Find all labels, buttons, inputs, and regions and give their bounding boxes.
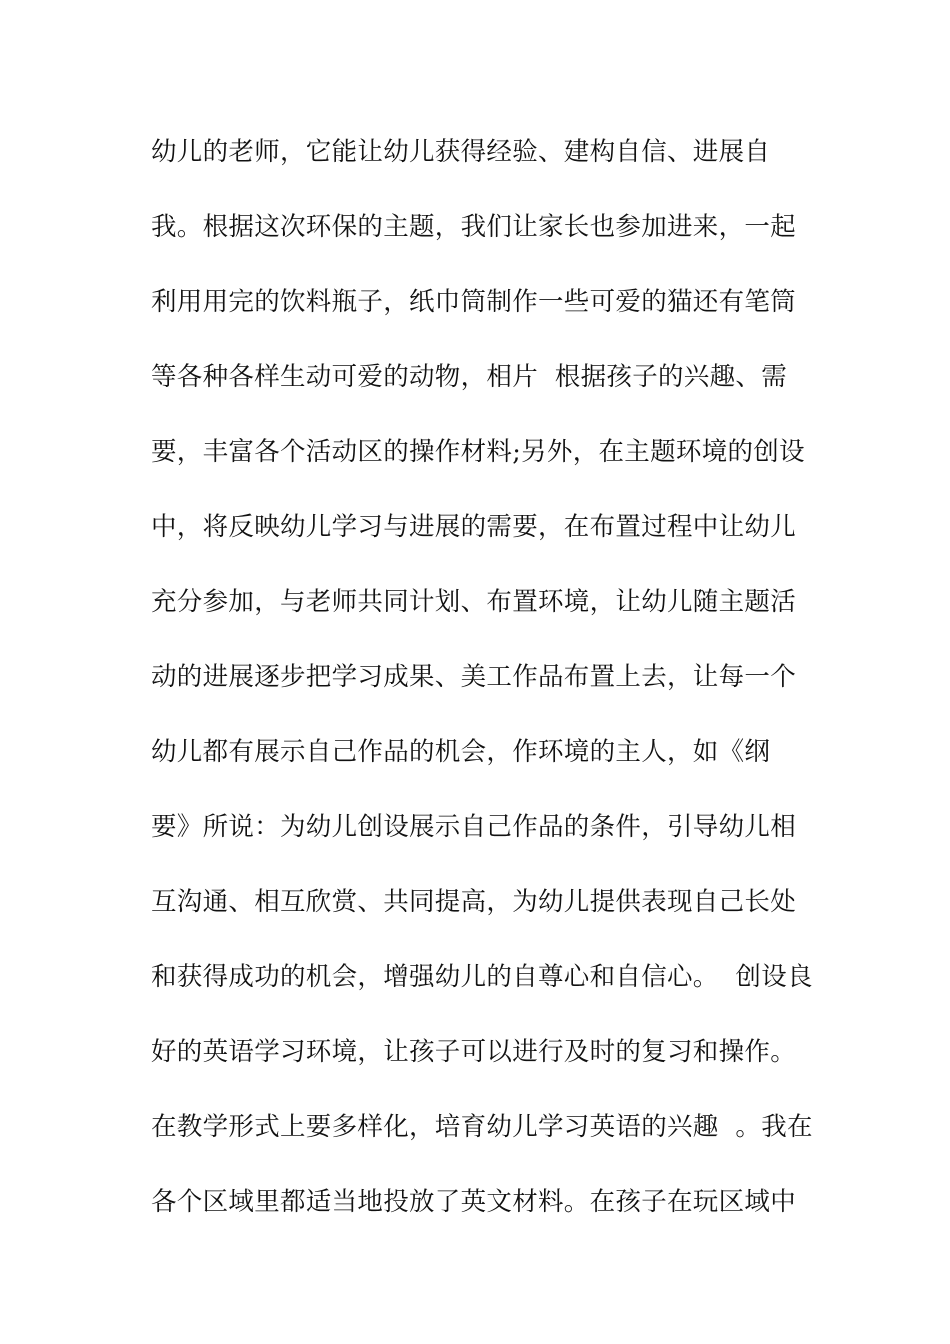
text-line: 中，将反映幼儿学习与进展的需要，在布置过程中让幼儿 [151,512,797,542]
text-line: 利用用完的饮料瓶子，纸巾筒制作一些可爱的猫还有笔筒 [151,287,797,317]
text-line: 幼儿的老师，它能让幼儿获得经验、建构自信、进展自 [151,137,771,167]
text-line: 在教学形式上要多样化，培育幼儿学习英语的兴趣 。我在 [151,1112,813,1142]
text-line: 等各种各样生动可爱的动物，相片 根据孩子的兴趣、需 [151,362,788,392]
text-line: 互沟通、相互欣赏、共同提高，为幼儿提供表现自己长处 [151,887,797,917]
text-line: 我。根据这次环保的主题，我们让家长也参加进来，一起 [151,212,797,242]
text-line: 各个区域里都适当地投放了英文材料。在孩子在玩区域中 [151,1187,797,1217]
text-line: 好的英语学习环境，让孩子可以进行及时的复习和操作。 [151,1037,797,1067]
text-line: 要，丰富各个活动区的操作材料;另外，在主题环境的创设 [151,437,805,467]
text-line: 要》所说：为幼儿创设展示自己作品的条件，引导幼儿相 [151,812,797,842]
text-line: 幼儿都有展示自己作品的机会，作环境的主人，如《纲 [151,737,771,767]
text-line: 和获得成功的机会，增强幼儿的自尊心和自信心。 创设良 [151,962,813,992]
text-line: 充分参加，与老师共同计划、布置环境，让幼儿随主题活 [151,587,797,617]
text-line: 动的进展逐步把学习成果、美工作品布置上去，让每一个 [151,662,797,692]
body-text [151,131,811,1256]
